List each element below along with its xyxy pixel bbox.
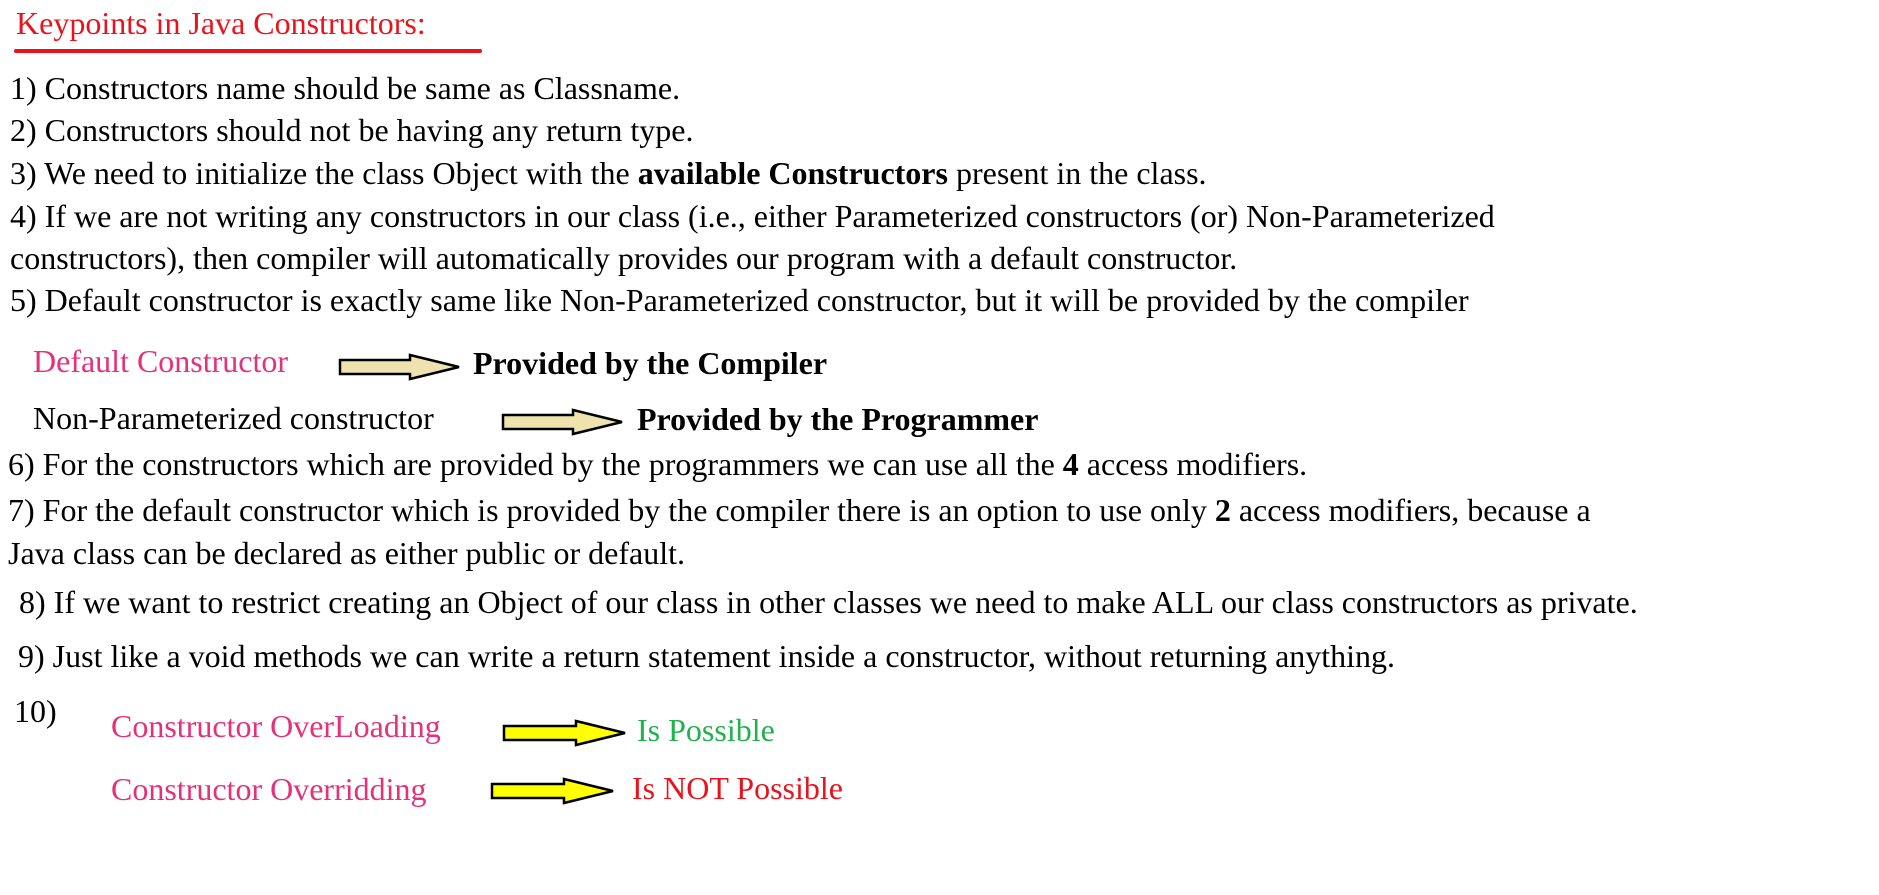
keypoint-3-post: present in the class. (947, 155, 1207, 191)
keypoint-3-bold: available Constructors (637, 155, 948, 191)
overriding-label: Constructor Overridding (111, 771, 427, 807)
keypoint-1: 1) Constructors name should be same as Classname. (10, 70, 681, 106)
page-title: Keypoints in Java Constructors: (16, 5, 426, 41)
keypoint-6-bold: 4 (1062, 446, 1079, 482)
right-arrow-icon (501, 407, 626, 437)
keypoint-8: 8) If we want to restrict creating an Object of our class in other classes we need to make ALL our class constructors as private. (19, 584, 1638, 620)
keypoint-3 (10, 155, 1207, 192)
keypoint-4-line-2: constructors), then compiler will automatically provides our program with a default constructor. (10, 240, 1238, 276)
keypoint-9: 9) Just like a void methods we can write a return statement inside a constructor, without returning anything. (18, 638, 1396, 674)
non-parameterized-result: Provided by the Programmer (637, 401, 1039, 437)
keypoint-4-line-1: 4) If we are not writing any constructors in our class (i.e., either Parameterized constructors (or) Non-Parameterized (10, 198, 1495, 234)
default-constructor-result: Provided by the Compiler (473, 345, 828, 381)
keypoint-10-number: 10) (14, 693, 57, 729)
non-parameterized-label: Non-Parameterized constructor (33, 400, 434, 436)
keypoint-5: 5) Default constructor is exactly same like Non-Parameterized constructor, but it will be provided by the compiler (10, 282, 1469, 318)
keypoint-7-pre: 7) For the default constructor which is provided by the compiler there is an option to use only (8, 492, 1215, 528)
right-arrow-icon (338, 352, 463, 382)
right-arrow-icon (490, 776, 617, 806)
keypoint-2: 2) Constructors should not be having any return type. (10, 112, 694, 148)
overloading-label: Constructor OverLoading (111, 708, 441, 744)
keypoint-6-post: access modifiers. (1078, 446, 1308, 482)
title-underline (14, 49, 482, 53)
overriding-result: Is NOT Possible (632, 770, 843, 806)
keypoint-7-line-2: Java class can be declared as either public or default. (8, 535, 686, 571)
keypoint-7-post: access modifiers, because a (1230, 492, 1591, 528)
default-constructor-label: Default Constructor (33, 343, 289, 379)
keypoint-6 (8, 446, 1307, 483)
keypoint-7-bold: 2 (1214, 492, 1231, 528)
overloading-result: Is Possible (637, 712, 775, 748)
keypoint-7-line-1 (8, 492, 1591, 529)
keypoint-3-pre: 3) We need to initialize the class Object with the (10, 155, 638, 191)
right-arrow-icon (502, 718, 629, 748)
keypoint-6-pre: 6) For the constructors which are provided by the programmers we can use all the (8, 446, 1063, 482)
